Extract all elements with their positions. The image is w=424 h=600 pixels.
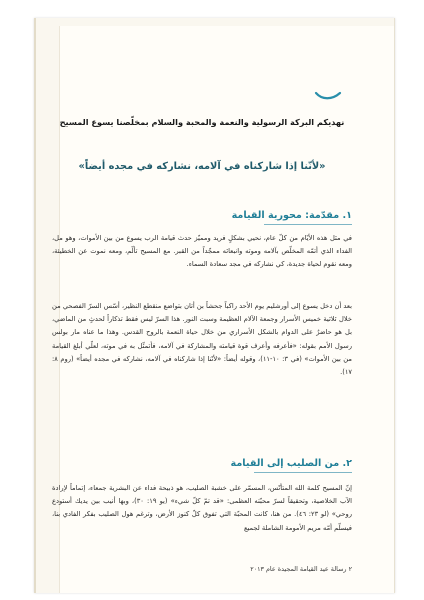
page-footer: ٢ رسالة عيد القيامة المجيدة عام ٢٠١٣ <box>250 565 352 573</box>
section-2-title: ٢. من الصليب إلى القيامة <box>230 458 352 469</box>
section-1-title: ١. مقدّمة: محورية القيامة <box>231 210 352 221</box>
section-1-paragraph-1: في مثل هذه الأيّام من كلّ عام، نحيي بشكلٍ فريد ومميّز حدث قيامة الرب يسوع من بين الأموات، وهو مل، الفداء الذي أتمّه المخلّص بآلامه وموته وانبعاثه ممجّداً من القبر. مع المسيح تألّم، ومعه نموت عن الخطيئة، ومعه نقوم لحياة جديدة، كي نشاركه في مجد سعادة السماء. <box>52 234 352 269</box>
salutation-line: نهديكم البركة الرسولية والنعمة والمحبة والسلام بمخلّصنا يسوع المسيح <box>59 117 345 127</box>
decorative-swoosh-icon <box>314 90 342 102</box>
section-2-underline <box>254 472 352 473</box>
section-1-paragraph-2: بعد أن دخل يسوع إلى أورشليم يوم الأحد راكباً جحشاً بن أتان بتواضع منقطع النظير، أسّس السرّ الفصحي من خلال ثلاثية خميس الأسرار وجمعة الآلام العظيمة وسبت النور. هذا السرّ ليس فقط تذكاراً لحدثٍ من الماضي، بل هو حاضرٌ على الدوام بالشكل الأسراري من خلال حياة النعمة بالروح القدس. وهذا ما عناه مار بولس رسول الأمم بقوله: «فأعرفه وأعرف قوة قيامته والمشاركة في آلامه، فأتمثّل به في موته، لعلّي أبلغ القيامة من بين الأموات» (في ٣: ١٠-١١)، وقوله أيضاً: «لأنّنا إذا شاركناه في آلامه، نشاركه في مجده أيضاً» (روم ٨: ١٧). <box>52 302 352 377</box>
section-1-underline <box>264 224 352 225</box>
section-2-paragraph-1: إنّ المسيح كلمة الله المتأنّس، المسمّر على خشبة الصليب، هو ذبيحة فداء عن البشرية جمعاء، إتماماً لإرادة الآب الخلاصية، وتحقيقاً لسرّ محبّته العظمى: «قد تمّ كلّ شيء» (يو ١٩: ٣٠)، وبها أنيب بين يديك أستودع روحي» (لو ٢٣: ٤٦). من هنا، كانت المحبّة التي تفوق كلّ كنوز الأرض، وترغم هول الصليب بفكر الفادي بنا، فيسلّم أمّه مريم الأمومة الشاملة لجميع <box>52 484 352 532</box>
epigraph-quote: «لأنّنا إذا شاركناه في آلامه، نشاركه في مجده أيضاً» <box>78 161 326 172</box>
